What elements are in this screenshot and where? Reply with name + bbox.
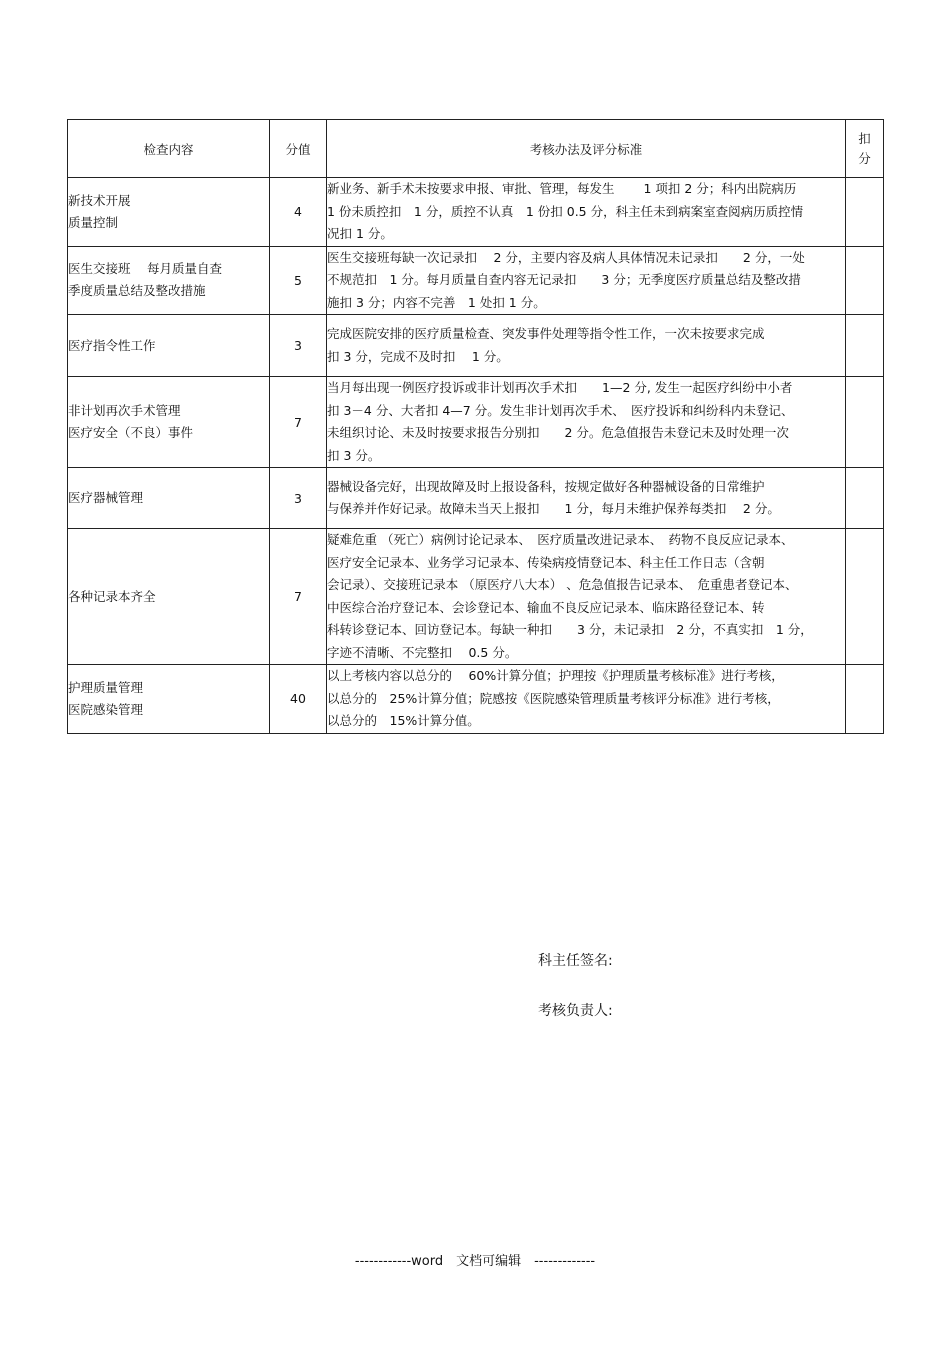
cell-deduct (846, 665, 884, 734)
method-line: 与保养并作好记录。故障未当天上报扣 1 分，每月未维护保养每类扣 2 分。 (327, 501, 780, 516)
method-line: 未组织讨论、未及时按要求报告分别扣 2 分。危急值报告未登记未及时处理一次 (327, 425, 789, 440)
cell-method (327, 529, 846, 665)
cell-deduct (846, 468, 884, 529)
cell-score: 40 (270, 665, 327, 734)
header-item: 检查内容 (68, 120, 270, 178)
cell-score: 3 (270, 315, 327, 377)
method-line: 完成医院安排的医疗质量检查、突发事件处理等指令性工作，一次未按要求完成 (327, 326, 765, 341)
cell-method (327, 665, 846, 734)
reviewer-signature-label: 考核负责人: (538, 1003, 613, 1019)
item-line: 医疗安全（不良）事件 (68, 425, 194, 440)
method-line: 字迹不清晰、不完整扣 0.5 分。 (327, 644, 518, 660)
cell-deduct (846, 246, 884, 315)
method-line: 况扣 1 分。 (327, 226, 393, 241)
cell-deduct (846, 377, 884, 468)
cell-method (327, 377, 846, 468)
cell-method (327, 468, 846, 529)
item-line: 医疗器械管理 (68, 490, 144, 505)
director-signature-label: 科主任签名: (538, 953, 613, 969)
item-line: 护理质量管理 (68, 679, 144, 695)
cell-item (68, 529, 270, 665)
assessment-table (67, 119, 884, 734)
header-deduct-line: 扣 (858, 130, 871, 146)
method-line: 医生交接班每缺一次记录扣 2 分，主要内容及病人具体情况未记录扣 2 分，一处 (327, 249, 805, 265)
table-row (68, 246, 884, 315)
cell-method (327, 246, 846, 315)
cell-item (68, 468, 270, 529)
footer-note: ------------word 文档可编辑 ------------- (354, 1254, 596, 1269)
method-line: 科转诊登记本、回访登记本。每缺一种扣 3 分，未记录扣 2 分，不真实扣 1 分， (327, 622, 813, 637)
item-line: 季度质量总结及整改措施 (68, 283, 206, 299)
method-line: 扣 3 分。 (327, 447, 381, 463)
cell-item (68, 178, 270, 247)
item-line: 医院感染管理 (68, 701, 144, 717)
item-line: 医生交接班 每月质量自查 (68, 261, 222, 277)
table-header-row (68, 120, 884, 178)
method-line: 医疗安全记录本、业务学习记录本、传染病疫情登记本、科主任工作日志（含朝 (327, 554, 765, 570)
cell-score: 3 (270, 468, 327, 529)
method-line: 器械设备完好，出现故障及时上报设备科，按规定做好各种器械设备的日常维护 (327, 478, 765, 494)
cell-item (68, 665, 270, 734)
cell-score: 4 (270, 178, 327, 247)
method-line: 不规范扣 1 分。每月质量自查内容无记录扣 3 分；无季度医疗质量总结及整改措 (327, 272, 801, 287)
method-line: 扣 3 分，完成不及时扣 1 分。 (327, 348, 509, 364)
method-line: 会记录）、交接班记录本 （原医疗八大本） 、危急值报告记录本、 危重患者登记本、 (327, 577, 798, 592)
table-row (68, 178, 884, 247)
header-method: 考核办法及评分标准 (327, 120, 846, 178)
header-deduct (846, 120, 884, 178)
method-line: 1 份未质控扣 1 分，质控不认真 1 份扣 0.5 分，科主任未到病案室查阅病历质控情 (327, 203, 804, 219)
cell-item (68, 315, 270, 377)
cell-item (68, 246, 270, 315)
method-line: 以总分的 25%计算分值；院感按《医院感染管理质量考核评分标准》进行考核， (327, 690, 780, 706)
method-line: 扣 3－4 分、大者扣 4—7 分。发生非计划再次手术、 医疗投诉和纠纷科内未登记、 (327, 402, 794, 418)
cell-score: 7 (270, 377, 327, 468)
method-line: 施扣 3 分；内容不完善 1 处扣 1 分。 (327, 294, 546, 310)
item-line: 各种记录本齐全 (68, 588, 156, 604)
item-line: 新技术开展 (68, 192, 131, 208)
item-line: 非计划再次手术管理 (68, 403, 181, 418)
cell-method (327, 178, 846, 247)
method-line: 中医综合治疗登记本、会诊登记本、输血不良反应记录本、临床路径登记本、转 (327, 599, 765, 615)
header-score: 分值 (270, 120, 327, 178)
cell-item (68, 377, 270, 468)
method-line: 新业务、新手术未按要求申报、审批、管理，每发生 1 项扣 2 分；科内出院病历 (327, 181, 797, 196)
method-line: 当月每出现一例医疗投诉或非计划再次手术扣 1—2 分, 发生一起医疗纠纷中小者 (327, 380, 793, 395)
table-row (68, 468, 884, 529)
item-line: 医疗指令性工作 (68, 337, 156, 353)
cell-deduct (846, 178, 884, 247)
table-row (68, 529, 884, 665)
cell-score: 7 (270, 529, 327, 665)
table-row (68, 665, 884, 734)
cell-deduct (846, 529, 884, 665)
table-row (68, 315, 884, 377)
cell-score: 5 (270, 246, 327, 315)
method-line: 以上考核内容以总分的 60%计算分值；护理按《护理质量考核标准》进行考核， (327, 668, 784, 683)
cell-deduct (846, 315, 884, 377)
header-deduct-line: 分 (858, 150, 871, 166)
method-line: 疑难危重 （死亡）病例讨论记录本、 医疗质量改进记录本、 药物不良反应记录本、 (327, 532, 794, 547)
cell-method (327, 315, 846, 377)
table-row (68, 377, 884, 468)
item-line: 质量控制 (68, 214, 119, 230)
method-line: 以总分的 15%计算分值。 (327, 713, 480, 728)
